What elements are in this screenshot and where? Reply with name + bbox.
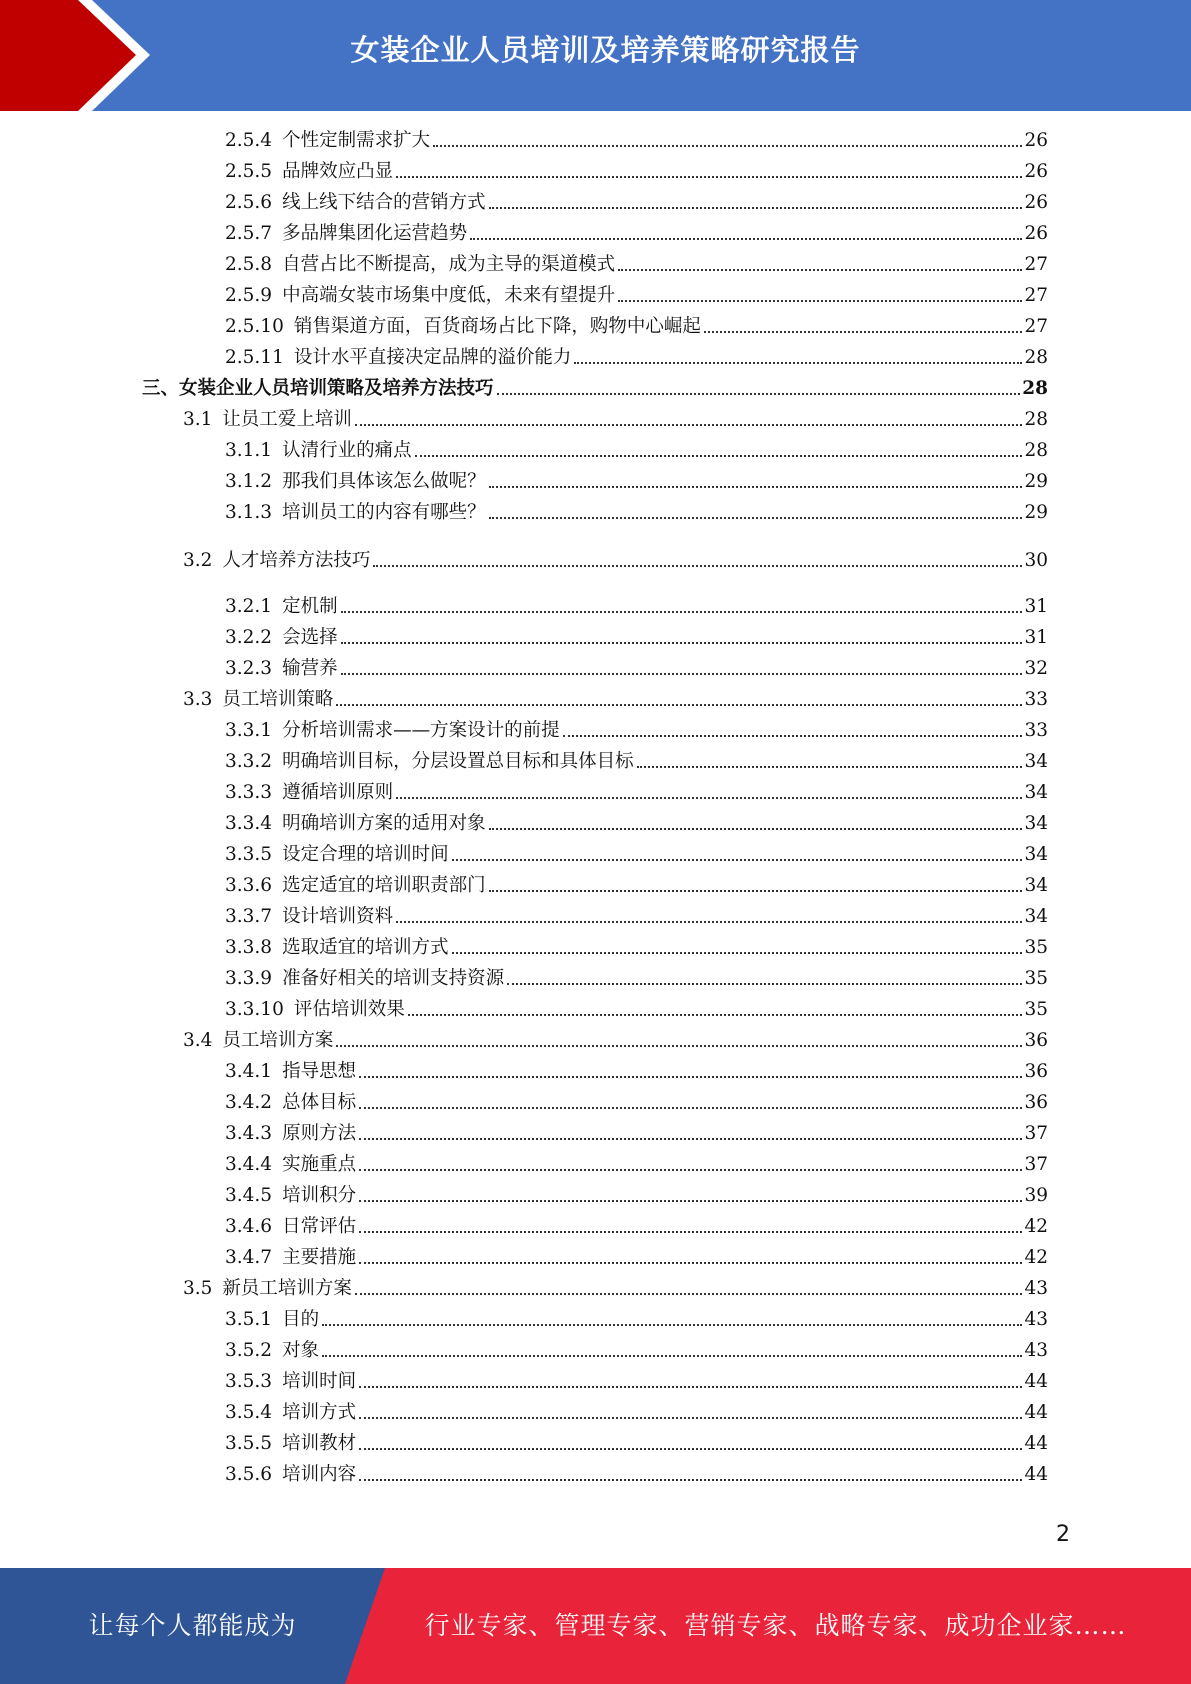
toc-entry-title: 员工培训策略 xyxy=(222,689,334,710)
toc-entry-page: 43 xyxy=(1024,1309,1048,1330)
toc-entry-page: 30 xyxy=(1024,550,1048,571)
toc-entry-title: 设计培训资料 xyxy=(282,906,394,927)
toc-dot-leader xyxy=(359,1107,1022,1109)
toc-dot-leader xyxy=(618,300,1022,302)
toc-entry-title: 培训方式 xyxy=(282,1402,357,1423)
toc-entry[interactable] xyxy=(183,1274,1048,1300)
toc-dot-leader xyxy=(359,1200,1022,1202)
toc-entry[interactable] xyxy=(225,1367,1048,1393)
toc-dot-leader xyxy=(322,1324,1022,1326)
toc-entry-title: 评估培训效果 xyxy=(293,999,405,1020)
toc-entry-number: 2.5.11 xyxy=(225,347,284,368)
toc-entry-number: 2.5.4 xyxy=(225,130,273,151)
toc-entry-page: 26 xyxy=(1024,130,1048,151)
toc-entry-page: 37 xyxy=(1024,1154,1048,1175)
toc-entry-title: 培训内容 xyxy=(282,1464,357,1485)
toc-entry-title: 明确培训方案的适用对象 xyxy=(282,813,486,834)
toc-entry-number: 3.3.9 xyxy=(225,968,273,989)
toc-entry-number: 3.1.3 xyxy=(225,502,273,523)
toc-entry-title: 主要措施 xyxy=(282,1247,357,1268)
toc-dot-leader xyxy=(373,565,1022,567)
toc-dot-leader xyxy=(396,797,1022,799)
toc-entry[interactable] xyxy=(225,1243,1048,1269)
toc-dot-leader xyxy=(704,331,1023,333)
toc-dot-leader xyxy=(489,517,1023,519)
toc-entry-page: 42 xyxy=(1024,1216,1048,1237)
toc-entry-number: 3.4.7 xyxy=(225,1247,273,1268)
toc-dot-leader xyxy=(341,642,1023,644)
toc-entry[interactable] xyxy=(225,654,1048,680)
toc-entry[interactable] xyxy=(225,1460,1048,1486)
toc-entry-title: 认清行业的痛点 xyxy=(282,440,412,461)
toc-entry-title: 新员工培训方案 xyxy=(222,1278,352,1299)
toc-entry-number: 2.5.10 xyxy=(225,316,284,337)
toc-entry-number: 3.3 xyxy=(183,689,213,710)
toc-dot-leader xyxy=(336,1045,1022,1047)
toc-entry-number: 3.3.1 xyxy=(225,720,273,741)
toc-entry[interactable] xyxy=(225,964,1048,990)
toc-entry-page: 43 xyxy=(1024,1278,1048,1299)
toc-entry-title: 对象 xyxy=(282,1340,320,1361)
toc-entry[interactable] xyxy=(225,1119,1048,1145)
toc-entry[interactable] xyxy=(225,188,1048,214)
toc-entry-number: 3.2.3 xyxy=(225,658,273,679)
toc-entry-title: 员工培训方案 xyxy=(222,1030,334,1051)
toc-entry-title: 遵循培训原则 xyxy=(282,782,394,803)
toc-entry-number: 3.5 xyxy=(183,1278,213,1299)
toc-entry[interactable] xyxy=(225,933,1048,959)
toc-entry-page: 35 xyxy=(1024,968,1048,989)
toc-entry[interactable] xyxy=(225,902,1048,928)
toc-entry-number: 3.1.2 xyxy=(225,471,273,492)
toc-entry-title: 女装企业人员培训策略及培养方法技巧 xyxy=(179,378,494,399)
toc-entry-page: 31 xyxy=(1024,596,1048,617)
toc-entry[interactable] xyxy=(225,436,1048,462)
toc-dot-leader xyxy=(396,176,1022,178)
toc-entry[interactable] xyxy=(225,1150,1048,1176)
toc-entry-title: 设定合理的培训时间 xyxy=(282,844,449,865)
toc-entry[interactable] xyxy=(225,281,1048,307)
toc-entry-title: 选取适宜的培训方式 xyxy=(282,937,449,958)
toc-entry-page: 36 xyxy=(1024,1061,1048,1082)
toc-entry[interactable] xyxy=(225,498,1048,524)
toc-entry-title: 总体目标 xyxy=(282,1092,357,1113)
toc-entry-title: 培训时间 xyxy=(282,1371,357,1392)
toc-entry[interactable] xyxy=(225,592,1048,618)
toc-entry-number: 3.5.5 xyxy=(225,1433,273,1454)
toc-entry-number: 3.5.4 xyxy=(225,1402,273,1423)
toc-entry-number: 3.5.1 xyxy=(225,1309,273,1330)
toc-entry-page: 33 xyxy=(1024,720,1048,741)
toc-entry-number: 3.3.4 xyxy=(225,813,273,834)
toc-entry-page: 44 xyxy=(1024,1464,1048,1485)
toc-entry-page: 29 xyxy=(1024,502,1048,523)
toc-entry-page: 42 xyxy=(1024,1247,1048,1268)
toc-entry-page: 28 xyxy=(1024,409,1048,430)
toc-dot-leader xyxy=(574,362,1022,364)
toc-entry-page: 35 xyxy=(1024,999,1048,1020)
toc-entry-title: 设计水平直接决定品牌的溢价能力 xyxy=(293,347,572,368)
toc-entry-title: 会选择 xyxy=(282,627,338,648)
toc-entry[interactable] xyxy=(225,1212,1048,1238)
toc-entry-page: 37 xyxy=(1024,1123,1048,1144)
toc-dot-leader xyxy=(359,1262,1022,1264)
toc-entry-title: 那我们具体该怎么做呢？ xyxy=(282,471,486,492)
toc-entry-number: 3.4.4 xyxy=(225,1154,273,1175)
toc-entry-title: 人才培养方法技巧 xyxy=(222,550,371,571)
toc-dot-leader xyxy=(359,1386,1022,1388)
toc-entry-page: 31 xyxy=(1024,627,1048,648)
toc-entry-number: 3.3.3 xyxy=(225,782,273,803)
toc-entry-title: 线上线下结合的营销方式 xyxy=(282,192,486,213)
toc-dot-leader xyxy=(359,1231,1022,1233)
toc-entry-number: 3.4.6 xyxy=(225,1216,273,1237)
toc-entry-title: 中高端女装市场集中度低，未来有望提升 xyxy=(282,285,616,306)
toc-entry-number: 3.4.1 xyxy=(225,1061,273,1082)
toc-dot-leader xyxy=(408,1014,1023,1016)
toc-entry[interactable] xyxy=(225,809,1048,835)
toc-dot-leader xyxy=(359,1479,1022,1481)
toc-entry-number: 3.3.10 xyxy=(225,999,284,1020)
toc-entry-page: 27 xyxy=(1024,316,1048,337)
toc-entry-number: 3.4 xyxy=(183,1030,213,1051)
toc-dot-leader xyxy=(355,1293,1023,1295)
toc-entry[interactable] xyxy=(183,1026,1048,1052)
toc-entry[interactable] xyxy=(225,126,1048,152)
toc-dot-leader xyxy=(563,735,1023,737)
toc-entry[interactable] xyxy=(142,374,1048,400)
page-number: 2 xyxy=(1056,1522,1070,1547)
toc-entry-number: 3.1.1 xyxy=(225,440,273,461)
toc-entry-title: 实施重点 xyxy=(282,1154,357,1175)
toc-entry[interactable] xyxy=(225,778,1048,804)
toc-entry-number: 3.3.8 xyxy=(225,937,273,958)
toc-entry[interactable] xyxy=(225,1429,1048,1455)
toc-dot-leader xyxy=(618,269,1022,271)
toc-entry-title: 培训教材 xyxy=(282,1433,357,1454)
toc-entry[interactable] xyxy=(225,1057,1048,1083)
toc-entry-page: 34 xyxy=(1024,875,1048,896)
toc-dot-leader xyxy=(433,145,1022,147)
toc-entry[interactable] xyxy=(225,995,1048,1021)
toc-entry-number: 3.1 xyxy=(183,409,213,430)
toc-dot-leader xyxy=(489,486,1023,488)
toc-entry-title: 培训员工的内容有哪些？ xyxy=(282,502,486,523)
toc-entry-page: 34 xyxy=(1024,844,1048,865)
toc-entry-number: 3.3.6 xyxy=(225,875,273,896)
toc-dot-leader xyxy=(507,983,1022,985)
footer-slogan-right: 行业专家、管理专家、营销专家、战略专家、成功企业家…… xyxy=(424,1611,1127,1640)
toc-entry-number: 3.5.2 xyxy=(225,1340,273,1361)
toc-entry-number: 三、 xyxy=(142,378,180,399)
toc-entry[interactable] xyxy=(225,1181,1048,1207)
toc-entry-page: 35 xyxy=(1024,937,1048,958)
toc-entry-page: 29 xyxy=(1024,471,1048,492)
toc-entry-page: 44 xyxy=(1024,1433,1048,1454)
toc-entry-title: 原则方法 xyxy=(282,1123,357,1144)
toc-dot-leader xyxy=(359,1076,1022,1078)
toc-dot-leader xyxy=(452,859,1023,861)
toc-entry-page: 36 xyxy=(1024,1092,1048,1113)
toc-entry[interactable] xyxy=(225,467,1048,493)
toc-entry-page: 27 xyxy=(1024,254,1048,275)
toc-entry[interactable] xyxy=(225,1398,1048,1424)
toc-dot-leader xyxy=(359,1448,1022,1450)
toc-entry-title: 分析培训需求——方案设计的前提 xyxy=(282,720,560,741)
toc-entry-page: 43 xyxy=(1024,1340,1048,1361)
toc-entry-title: 输营养 xyxy=(282,658,338,679)
toc-entry[interactable] xyxy=(183,685,1048,711)
toc-entry-title: 培训积分 xyxy=(282,1185,357,1206)
toc-entry-page: 34 xyxy=(1024,751,1048,772)
toc-entry-number: 3.2.2 xyxy=(225,627,273,648)
toc-entry-title: 让员工爱上培训 xyxy=(222,409,352,430)
toc-entry-page: 26 xyxy=(1024,223,1048,244)
toc-entry-title: 定机制 xyxy=(282,596,338,617)
toc-entry-page: 28 xyxy=(1022,378,1048,399)
toc-entry-page: 26 xyxy=(1024,192,1048,213)
toc-entry-title: 明确培训目标，分层设置总目标和具体目标 xyxy=(282,751,634,772)
toc-entry-number: 2.5.8 xyxy=(225,254,273,275)
toc-entry-number: 2.5.9 xyxy=(225,285,273,306)
toc-dot-leader xyxy=(489,890,1023,892)
toc-entry[interactable] xyxy=(183,405,1048,431)
toc-entry[interactable] xyxy=(225,343,1048,369)
toc-entry-page: 34 xyxy=(1024,782,1048,803)
toc-entry-number: 3.2 xyxy=(183,550,213,571)
toc-entry-page: 39 xyxy=(1024,1185,1048,1206)
toc-entry-title: 多品牌集团化运营趋势 xyxy=(282,223,468,244)
toc-entry-page: 44 xyxy=(1024,1402,1048,1423)
footer-slogan-left: 让每个人都能成为 xyxy=(88,1611,297,1640)
toc-entry-number: 3.5.6 xyxy=(225,1464,273,1485)
toc-entry-title: 准备好相关的培训支持资源 xyxy=(282,968,505,989)
toc-entry-number: 3.4.3 xyxy=(225,1123,273,1144)
toc-dot-leader xyxy=(396,921,1022,923)
toc-entry-number: 3.3.2 xyxy=(225,751,273,772)
page-footer xyxy=(0,1568,1191,1684)
toc-entry-page: 27 xyxy=(1024,285,1048,306)
toc-entry-number: 2.5.6 xyxy=(225,192,273,213)
toc-entry-number: 3.4.5 xyxy=(225,1185,273,1206)
toc-entry[interactable] xyxy=(225,623,1048,649)
toc-entry[interactable] xyxy=(225,1336,1048,1362)
toc-entry[interactable] xyxy=(225,840,1048,866)
toc-entry-page: 33 xyxy=(1024,689,1048,710)
toc-entry-page: 34 xyxy=(1024,906,1048,927)
toc-dot-leader xyxy=(497,393,1021,395)
toc-dot-leader xyxy=(470,238,1022,240)
toc-entry[interactable] xyxy=(225,250,1048,276)
toc-entry-title: 指导思想 xyxy=(282,1061,357,1082)
toc-dot-leader xyxy=(359,1138,1022,1140)
toc-dot-leader xyxy=(341,611,1023,613)
toc-entry-number: 2.5.7 xyxy=(225,223,273,244)
toc-entry-title: 销售渠道方面，百货商场占比下降，购物中心崛起 xyxy=(293,316,701,337)
toc-entry[interactable] xyxy=(225,1305,1048,1331)
toc-dot-leader xyxy=(415,455,1023,457)
toc-entry-title: 品牌效应凸显 xyxy=(282,161,394,182)
toc-dot-leader xyxy=(637,766,1023,768)
toc-dot-leader xyxy=(359,1169,1022,1171)
toc-entry-page: 34 xyxy=(1024,813,1048,834)
toc-dot-leader xyxy=(359,1417,1022,1419)
toc-entry-number: 3.2.1 xyxy=(225,596,273,617)
toc-entry-title: 个性定制需求扩大 xyxy=(282,130,431,151)
toc-dot-leader xyxy=(336,704,1022,706)
toc-dot-leader xyxy=(452,952,1023,954)
report-title: 女装企业人员培训及培养策略研究报告 xyxy=(350,33,861,67)
toc-entry-number: 3.3.7 xyxy=(225,906,273,927)
toc-entry-page: 32 xyxy=(1024,658,1048,679)
toc-entry[interactable] xyxy=(225,157,1048,183)
toc-entry-title: 目的 xyxy=(282,1309,320,1330)
toc-entry-number: 2.5.5 xyxy=(225,161,273,182)
toc-entry-page: 44 xyxy=(1024,1371,1048,1392)
toc-entry-title: 自营占比不断提高，成为主导的渠道模式 xyxy=(282,254,616,275)
toc-entry[interactable] xyxy=(225,1088,1048,1114)
toc-entry-page: 28 xyxy=(1024,440,1048,461)
toc-dot-leader xyxy=(355,424,1023,426)
toc-entry-number: 3.4.2 xyxy=(225,1092,273,1113)
toc-entry-page: 26 xyxy=(1024,161,1048,182)
toc-entry[interactable] xyxy=(183,546,1048,572)
toc-entry[interactable] xyxy=(225,716,1048,742)
toc-entry[interactable] xyxy=(225,312,1048,338)
toc-dot-leader xyxy=(322,1355,1022,1357)
toc-dot-leader xyxy=(489,828,1023,830)
toc-entry[interactable] xyxy=(225,747,1048,773)
toc-dot-leader xyxy=(341,673,1023,675)
toc-dot-leader xyxy=(489,207,1023,209)
toc-entry-number: 3.3.5 xyxy=(225,844,273,865)
toc-entry[interactable] xyxy=(225,871,1048,897)
toc-entry[interactable] xyxy=(225,219,1048,245)
toc-entry-number: 3.5.3 xyxy=(225,1371,273,1392)
toc-entry-page: 28 xyxy=(1024,347,1048,368)
toc-entry-title: 选定适宜的培训职责部门 xyxy=(282,875,486,896)
toc-entry-page: 36 xyxy=(1024,1030,1048,1051)
toc-entry-title: 日常评估 xyxy=(282,1216,357,1237)
